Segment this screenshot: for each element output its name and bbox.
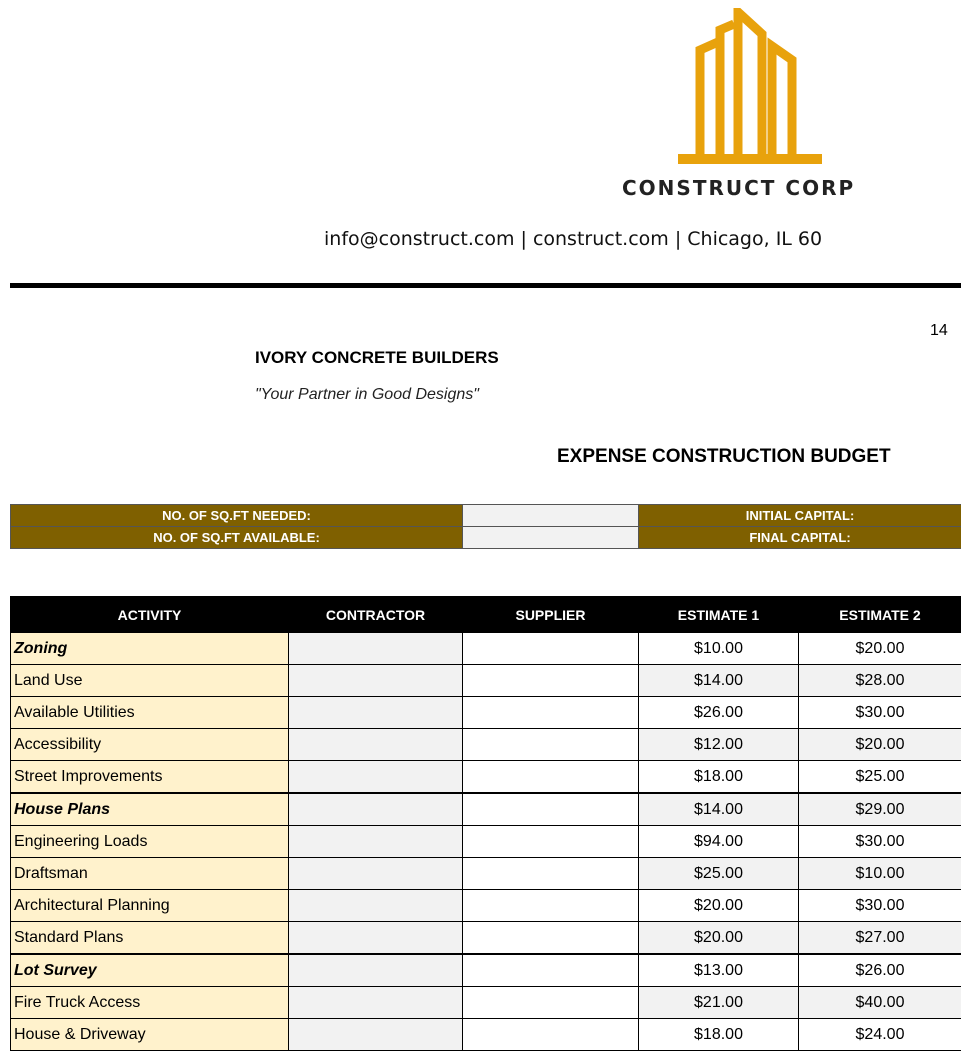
table-row [11, 665, 961, 697]
table-row [11, 826, 961, 858]
supplier-cell[interactable] [463, 987, 639, 1019]
estimate-2-cell[interactable]: $10.00 [799, 858, 961, 890]
sqft-available-label: NO. OF SQ.FT AVAILABLE: [11, 527, 463, 549]
activity-cell: House Plans [11, 793, 289, 826]
supplier-cell[interactable] [463, 1019, 639, 1051]
table-row [11, 954, 961, 987]
budget-table [10, 596, 961, 1051]
estimate-1-cell[interactable]: $14.00 [639, 665, 799, 697]
estimate-1-cell[interactable]: $20.00 [639, 922, 799, 955]
header-divider [10, 283, 961, 288]
table-row [11, 858, 961, 890]
estimate-2-cell[interactable]: $26.00 [799, 954, 961, 987]
client-name: IVORY CONCRETE BUILDERS [255, 348, 499, 368]
final-capital-label: FINAL CAPITAL: [639, 527, 961, 549]
supplier-cell[interactable] [463, 858, 639, 890]
header-contractor: CONTRACTOR [289, 597, 463, 633]
activity-cell: Street Improvements [11, 761, 289, 794]
supplier-cell[interactable] [463, 826, 639, 858]
budget-header-row [11, 597, 961, 633]
activity-cell: Accessibility [11, 729, 289, 761]
estimate-2-cell[interactable]: $25.00 [799, 761, 961, 794]
contractor-cell[interactable] [289, 987, 463, 1019]
contractor-cell[interactable] [289, 858, 463, 890]
activity-cell: Land Use [11, 665, 289, 697]
table-row [11, 987, 961, 1019]
supplier-cell[interactable] [463, 793, 639, 826]
estimate-2-cell[interactable]: $30.00 [799, 697, 961, 729]
contractor-cell[interactable] [289, 761, 463, 794]
building-logo-icon [676, 8, 824, 164]
supplier-cell[interactable] [463, 954, 639, 987]
estimate-1-cell[interactable]: $18.00 [639, 1019, 799, 1051]
estimate-2-cell[interactable]: $20.00 [799, 633, 961, 665]
estimate-1-cell[interactable]: $12.00 [639, 729, 799, 761]
estimate-2-cell[interactable]: $27.00 [799, 922, 961, 955]
estimate-2-cell[interactable]: $24.00 [799, 1019, 961, 1051]
activity-cell: Draftsman [11, 858, 289, 890]
contractor-cell[interactable] [289, 922, 463, 955]
initial-capital-label: INITIAL CAPITAL: [639, 505, 961, 527]
estimate-2-cell[interactable]: $30.00 [799, 890, 961, 922]
activity-cell: Zoning [11, 633, 289, 665]
activity-cell: Available Utilities [11, 697, 289, 729]
estimate-1-cell[interactable]: $25.00 [639, 858, 799, 890]
contractor-cell[interactable] [289, 826, 463, 858]
estimate-2-cell[interactable]: $40.00 [799, 987, 961, 1019]
header-estimate-1: ESTIMATE 1 [639, 597, 799, 633]
contractor-cell[interactable] [289, 665, 463, 697]
supplier-cell[interactable] [463, 729, 639, 761]
estimate-1-cell[interactable]: $13.00 [639, 954, 799, 987]
sqft-needed-label: NO. OF SQ.FT NEEDED: [11, 505, 463, 527]
contact-line: info@construct.com | construct.com | Chicago, IL 60 [324, 228, 822, 250]
table-row [11, 633, 961, 665]
activity-cell: Engineering Loads [11, 826, 289, 858]
estimate-1-cell[interactable]: $26.00 [639, 697, 799, 729]
table-row [11, 1019, 961, 1051]
sqft-needed-input[interactable] [463, 505, 639, 527]
supplier-cell[interactable] [463, 633, 639, 665]
table-row [11, 761, 961, 794]
activity-cell: Lot Survey [11, 954, 289, 987]
header-activity: ACTIVITY [11, 597, 289, 633]
document-title: EXPENSE CONSTRUCTION BUDGET [557, 446, 891, 468]
estimate-1-cell[interactable]: $21.00 [639, 987, 799, 1019]
estimate-1-cell[interactable]: $20.00 [639, 890, 799, 922]
budget-body [11, 633, 961, 1051]
contractor-cell[interactable] [289, 697, 463, 729]
estimate-2-cell[interactable]: $30.00 [799, 826, 961, 858]
activity-cell: Architectural Planning [11, 890, 289, 922]
estimate-2-cell[interactable]: $29.00 [799, 793, 961, 826]
table-row [11, 922, 961, 955]
estimate-1-cell[interactable]: $94.00 [639, 826, 799, 858]
sqft-available-input[interactable] [463, 527, 639, 549]
contractor-cell[interactable] [289, 890, 463, 922]
estimate-1-cell[interactable]: $14.00 [639, 793, 799, 826]
supplier-cell[interactable] [463, 665, 639, 697]
table-row [11, 729, 961, 761]
contractor-cell[interactable] [289, 1019, 463, 1051]
contractor-cell[interactable] [289, 954, 463, 987]
estimate-1-cell[interactable]: $10.00 [639, 633, 799, 665]
supplier-cell[interactable] [463, 922, 639, 955]
activity-cell: Fire Truck Access [11, 987, 289, 1019]
sqft-needed-row [11, 505, 961, 527]
activity-cell: House & Driveway [11, 1019, 289, 1051]
header-estimate-2: ESTIMATE 2 [799, 597, 961, 633]
page-number: 14 [930, 322, 948, 340]
table-row [11, 697, 961, 729]
supplier-cell[interactable] [463, 761, 639, 794]
contractor-cell[interactable] [289, 729, 463, 761]
capital-table [10, 504, 961, 549]
estimate-2-cell[interactable]: $28.00 [799, 665, 961, 697]
table-row [11, 890, 961, 922]
activity-cell: Standard Plans [11, 922, 289, 955]
company-name: CONSTRUCT CORP [622, 176, 882, 200]
estimate-2-cell[interactable]: $20.00 [799, 729, 961, 761]
contractor-cell[interactable] [289, 633, 463, 665]
header-supplier: SUPPLIER [463, 597, 639, 633]
supplier-cell[interactable] [463, 890, 639, 922]
estimate-1-cell[interactable]: $18.00 [639, 761, 799, 794]
client-tagline: "Your Partner in Good Designs" [255, 386, 479, 404]
supplier-cell[interactable] [463, 697, 639, 729]
contractor-cell[interactable] [289, 793, 463, 826]
sqft-available-row [11, 527, 961, 549]
table-row [11, 793, 961, 826]
